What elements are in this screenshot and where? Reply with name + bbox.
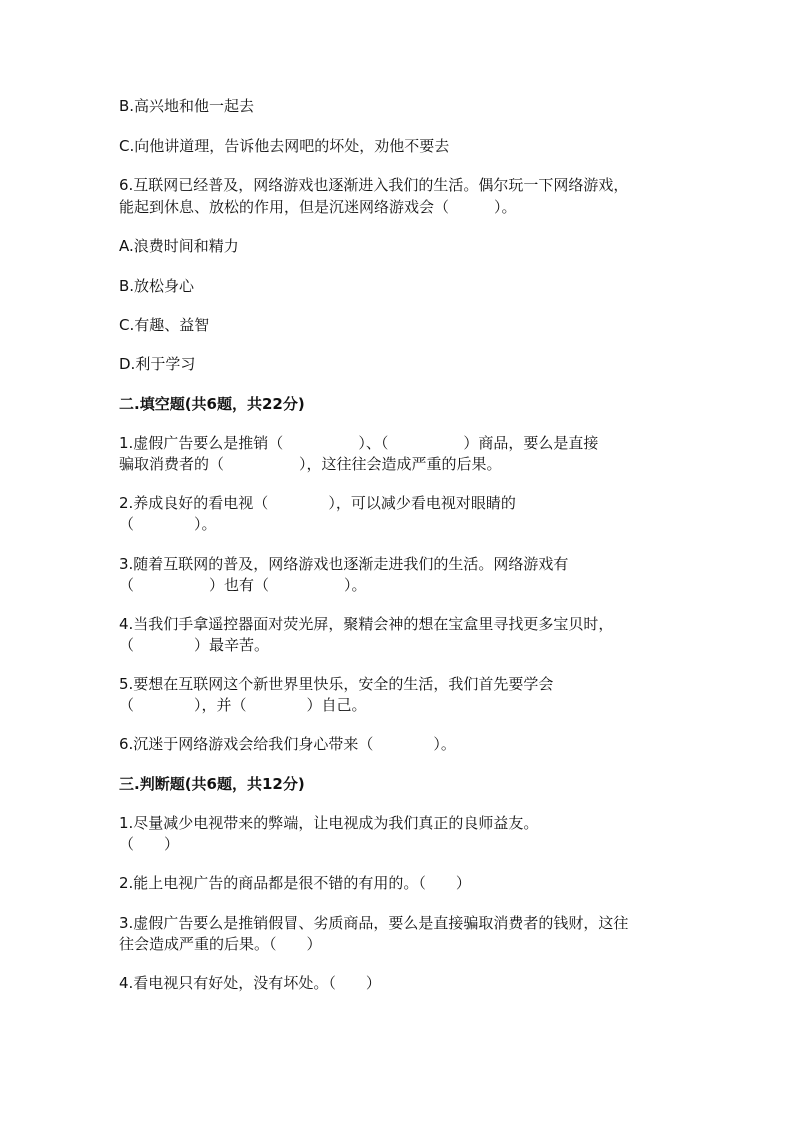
fill-question-1-line-1: 1.虚假广告要么是推销（ ）、（ ）商品，要么是直接 — [119, 434, 599, 452]
option-a: A.浪费时间和精力 — [119, 237, 239, 255]
question-6-line-2: 能起到休息、放松的作用，但是沉迷网络游戏会（ ）。 — [119, 198, 517, 216]
fill-question-4-line-2: （ ）最辛苦。 — [119, 636, 270, 654]
option-c: C.有趣、益智 — [119, 316, 210, 334]
option-d: D.利于学习 — [119, 355, 196, 373]
fill-question-3-line-2: （ ）也有（ ）。 — [119, 576, 367, 594]
question-6-line-1: 6.互联网已经普及，网络游戏也逐渐进入我们的生活。偶尔玩一下网络游戏， — [119, 176, 629, 194]
tf-question-1-line-2: （ ） — [119, 835, 180, 853]
fill-question-2-line-1: 2.养成良好的看电视（ ），可以减少看电视对眼睛的 — [119, 494, 516, 512]
fill-question-3-line-1: 3.随着互联网的普及，网络游戏也逐渐走进我们的生活。网络游戏有 — [119, 555, 569, 573]
fill-question-2-line-2: （ ）。 — [119, 515, 217, 533]
option-b: B.放松身心 — [119, 277, 195, 295]
fill-question-5-line-1: 5.要想在互联网这个新世界里快乐，安全的生活，我们首先要学会 — [119, 675, 554, 693]
tf-question-3-line-1: 3.虚假广告要么是推销假冒、劣质商品，要么是直接骗取消费者的钱财，这往 — [119, 914, 629, 932]
tf-question-1-line-1: 1.尽量减少电视带来的弊端，让电视成为我们真正的良师益友。 — [119, 814, 539, 832]
tf-question-3-line-2: 往会造成严重的后果。（ ） — [119, 935, 322, 953]
tf-question-2: 2.能上电视广告的商品都是很不错的有用的。（ ） — [119, 874, 471, 892]
tf-question-4: 4.看电视只有好处，没有坏处。（ ） — [119, 974, 381, 992]
section-heading-true-false: 三.判断题(共6题，共12分) — [119, 775, 305, 793]
section-heading-fill-blank: 二.填空题(共6题，共22分) — [119, 395, 305, 413]
fill-question-5-line-2: （ ），并（ ）自己。 — [119, 696, 367, 714]
fill-question-4-line-1: 4.当我们手拿遥控器面对荧光屏，聚精会神的想在宝盒里寻找更多宝贝时， — [119, 615, 614, 633]
option-c-persuade: C.向他讲道理，告诉他去网吧的坏处，劝他不要去 — [119, 137, 450, 155]
fill-question-1-line-2: 骗取消费者的（ ），这往往会造成严重的后果。 — [119, 455, 502, 473]
fill-question-6: 6.沉迷于网络游戏会给我们身心带来（ ）。 — [119, 735, 456, 753]
option-b-go-together: B.高兴地和他一起去 — [119, 97, 255, 115]
